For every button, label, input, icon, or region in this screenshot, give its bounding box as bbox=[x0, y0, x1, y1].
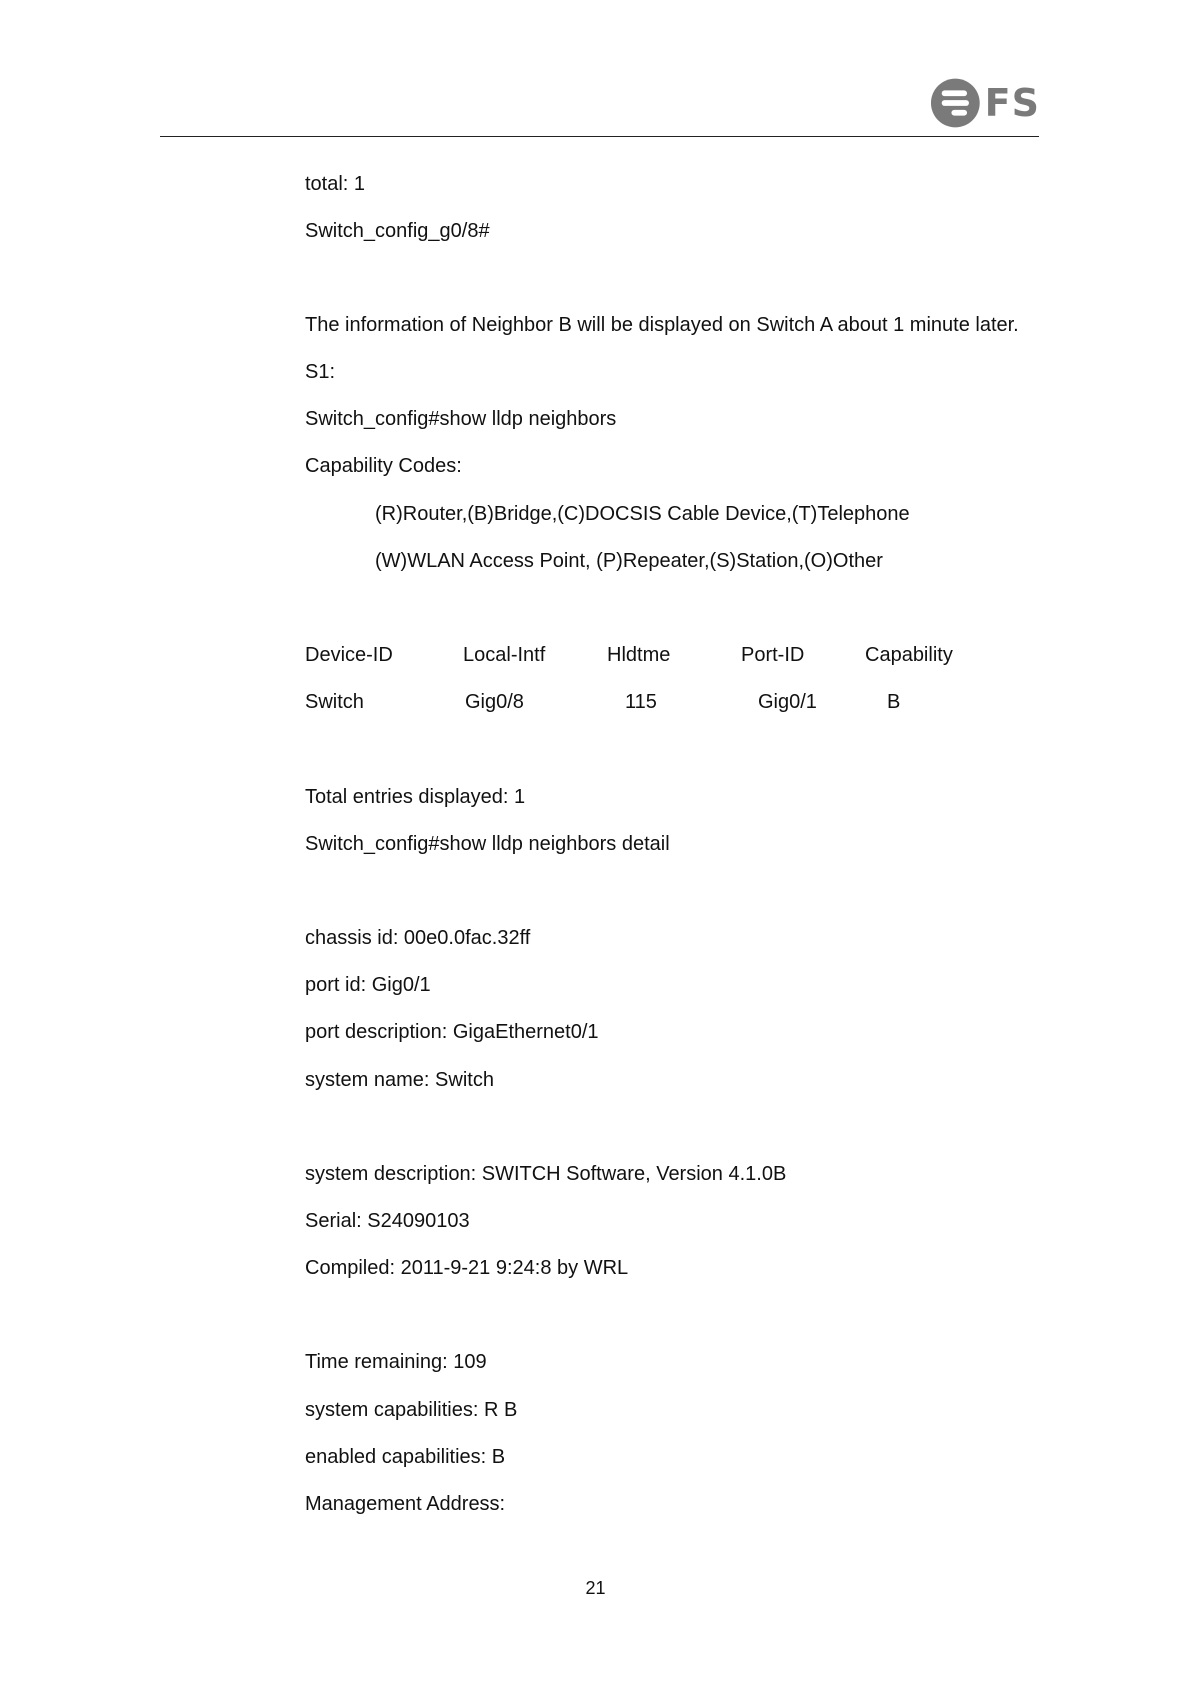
table-header-capability: Capability bbox=[865, 644, 953, 666]
table-header-device-id: Device-ID bbox=[305, 644, 393, 666]
table-cell-hldtme: 115 bbox=[625, 691, 657, 713]
compiled-line: Compiled: 2011-9-21 9:24:8 by WRL bbox=[305, 1257, 629, 1279]
system-capabilities-line: system capabilities: R B bbox=[305, 1399, 518, 1421]
table-cell-capability: B bbox=[887, 691, 901, 713]
enabled-capabilities-line: enabled capabilities: B bbox=[305, 1446, 506, 1468]
port-id-line: port id: Gig0/1 bbox=[305, 974, 431, 996]
fs-logo-icon bbox=[930, 77, 981, 129]
page-number: 21 bbox=[585, 1578, 606, 1598]
system-name-line: system name: Switch bbox=[305, 1069, 494, 1091]
serial-line: Serial: S24090103 bbox=[305, 1210, 470, 1232]
logo-text: FS bbox=[984, 81, 1040, 125]
table-header-local-intf: Local-Intf bbox=[463, 644, 546, 666]
neighbor-info-line: The information of Neighbor B will be displayed on Switch A about 1 minute later. bbox=[305, 314, 1019, 336]
table-cell-local-intf: Gig0/8 bbox=[465, 691, 524, 713]
table-header-hldtme: Hldtme bbox=[607, 644, 671, 666]
show-detail-command: Switch_config#show lldp neighbors detail bbox=[305, 833, 670, 855]
fs-logo bbox=[930, 76, 1040, 130]
table-cell-port-id: Gig0/1 bbox=[758, 691, 817, 713]
show-neighbors-command: Switch_config#show lldp neighbors bbox=[305, 408, 617, 430]
total-entries-line: Total entries displayed: 1 bbox=[305, 786, 526, 808]
table-cell-device-id: Switch bbox=[305, 691, 364, 713]
total-line: total: 1 bbox=[305, 173, 366, 195]
header-divider bbox=[160, 136, 1039, 137]
capability-codes-line-2: (W)WLAN Access Point, (P)Repeater,(S)Station,(O)Other bbox=[375, 550, 883, 572]
prompt-line: Switch_config_g0/8# bbox=[305, 220, 490, 242]
chassis-id-line: chassis id: 00e0.0fac.32ff bbox=[305, 927, 531, 949]
time-remaining-line: Time remaining: 109 bbox=[305, 1351, 487, 1373]
capability-codes-line-1: (R)Router,(B)Bridge,(C)DOCSIS Cable Device,(T)Telephone bbox=[375, 503, 910, 525]
port-description-line: port description: GigaEthernet0/1 bbox=[305, 1021, 599, 1043]
capability-codes-heading: Capability Codes: bbox=[305, 455, 462, 477]
system-description-line: system description: SWITCH Software, Version 4.1.0B bbox=[305, 1163, 787, 1185]
management-address-line: Management Address: bbox=[305, 1493, 506, 1515]
table-header-port-id: Port-ID bbox=[741, 644, 805, 666]
s1-label: S1: bbox=[305, 361, 336, 383]
